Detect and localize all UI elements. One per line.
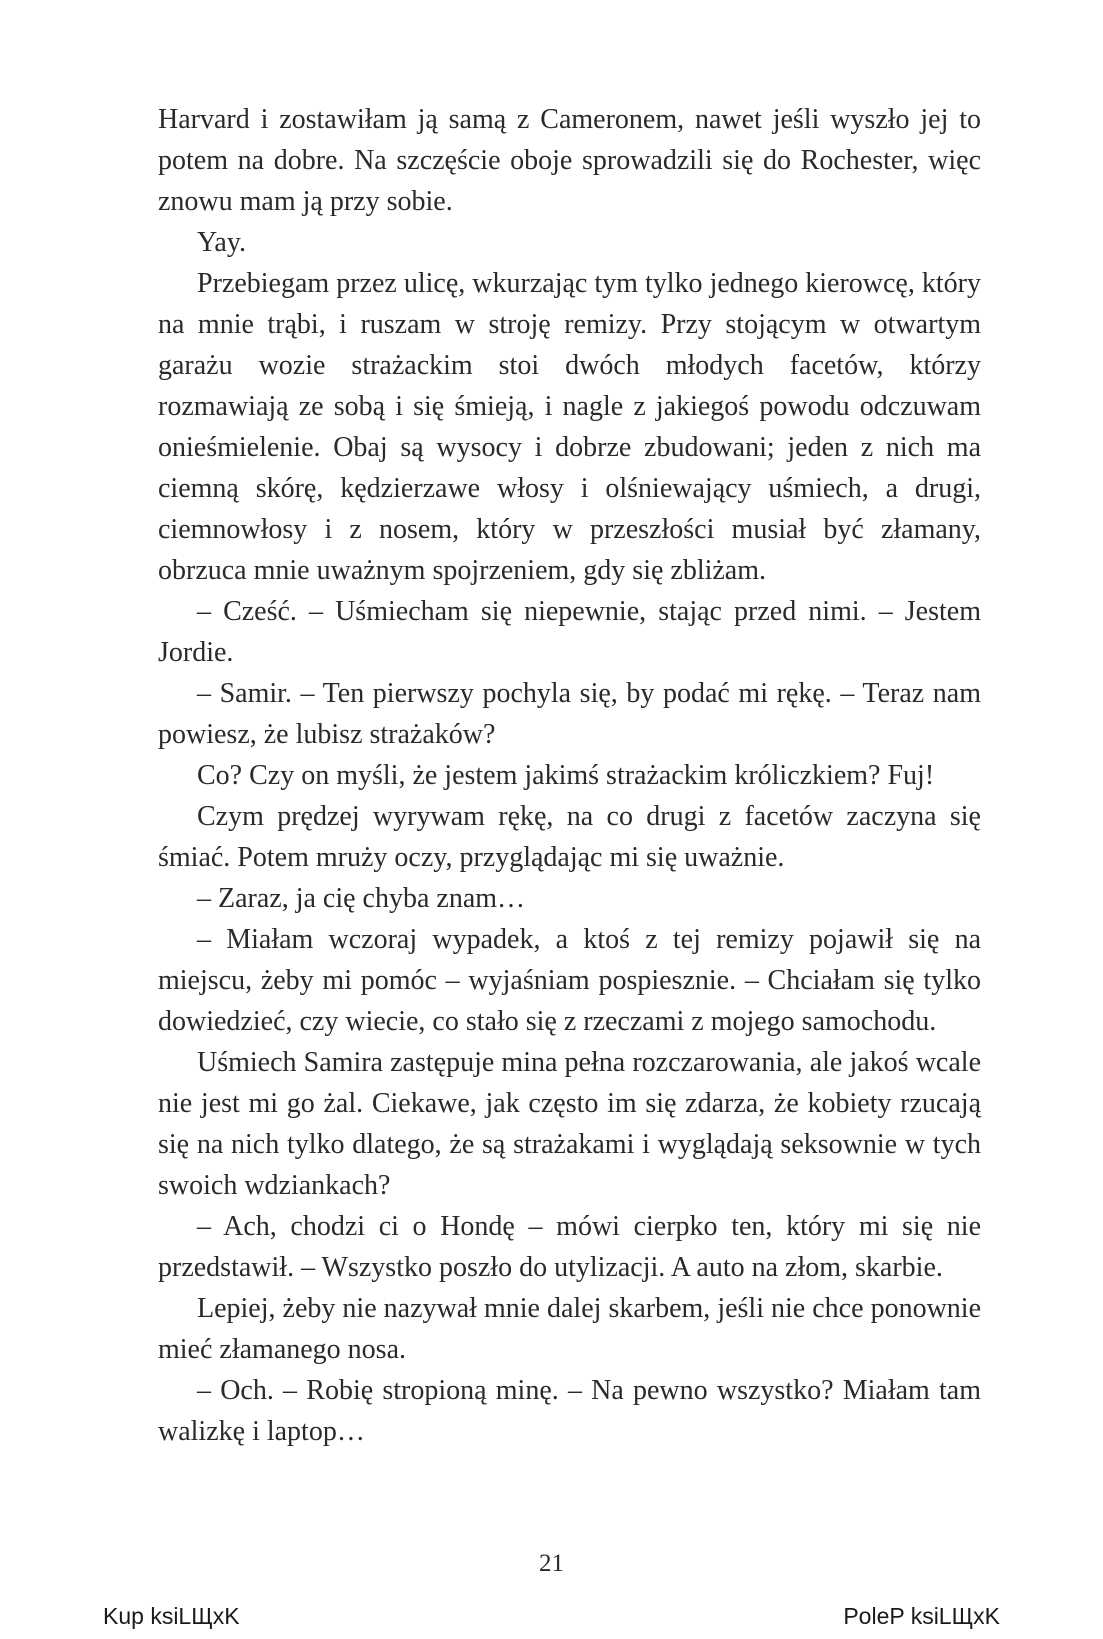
paragraph: – Zaraz, ja cię chyba znam… [197,883,526,914]
paragraph: Yay. [197,227,247,258]
paragraph: Czym prędzej wyrywam rękę, na co drugi z facetów zaczyna się śmiać. Potem mruży oczy, przyglądając mi się uważnie. [158,801,981,873]
paragraph: Harvard i zostawiłam ją samą z Cameronem, nawet jeśli wyszło jej to potem na dobre. Na szczęście oboje sprowadzili się do Rochester, więc znowu mam ją przy sobie. [158,104,981,217]
paragraph: Uśmiech Samira zastępuje mina pełna rozczarowania, ale jakoś wcale nie jest mi go żal. Ciekawe, jak często im się zdarza, że kobiety rzucają się na nich tylko dlatego, że są strażakami i wyglądają seksownie w tych swoich wdziankach? [158,1047,981,1201]
paragraph: Przebiegam przez ulicę, wkurzając tym tylko jednego kierowcę, który na mnie trąbi, i ruszam w stroję remizy. Przy stojącym w otwartym garażu wozie strażackim stoi dwóch młodych facetów, którzy rozmawiają ze sobą i się śmieją, i nagle z jakiegoś powodu odczuwam onieśmielenie. Obaj są wysocy i dobrze zbudowani; jeden z nich ma ciemną skórę, kędzierzawe włosy i olśniewający uśmiech, a drugi, ciemnowłosy i z nosem, który w przeszłości musiał być złamany, obrzuca mnie uważnym spojrzeniem, gdy się zbliżam. [158,268,981,586]
paragraph: Lepiej, żeby nie nazywał mnie dalej skarbem, jeśli nie chce ponownie mieć złamanego nosa. [158,1293,981,1365]
body-text [158,99,981,1452]
paragraph: – Samir. – Ten pierwszy pochyla się, by podać mi rękę. – Teraz nam powiesz, że lubisz strażaków? [158,678,981,750]
page-number: 21 [539,1550,564,1577]
recommend-book-link[interactable]: PoleP ksiLЩxK [843,1603,1000,1629]
paragraph: Co? Czy on myśli, że jestem jakimś strażackim króliczkiem? Fuj! [197,760,935,791]
paragraph: – Och. – Robię stropioną minę. – Na pewno wszystko? Miałam tam walizkę i laptop… [158,1375,981,1447]
buy-book-link[interactable]: Kup ksiLЩxK [103,1603,240,1629]
paragraph: – Miałam wczoraj wypadek, a ktoś z tej remizy pojawił się na miejscu, żeby mi pomóc – wyjaśniam pospiesznie. – Chciałam się tylko dowiedzieć, czy wiecie, co stało się z rzeczami z mojego samochodu. [158,924,981,1037]
paragraph: – Ach, chodzi ci o Hondę – mówi cierpko ten, który mi się nie przedstawił. – Wszystko poszło do utylizacji. A auto na złom, skarbie. [158,1211,981,1283]
paragraph: – Cześć. – Uśmiecham się niepewnie, stając przed nimi. – Jestem Jordie. [158,596,981,668]
